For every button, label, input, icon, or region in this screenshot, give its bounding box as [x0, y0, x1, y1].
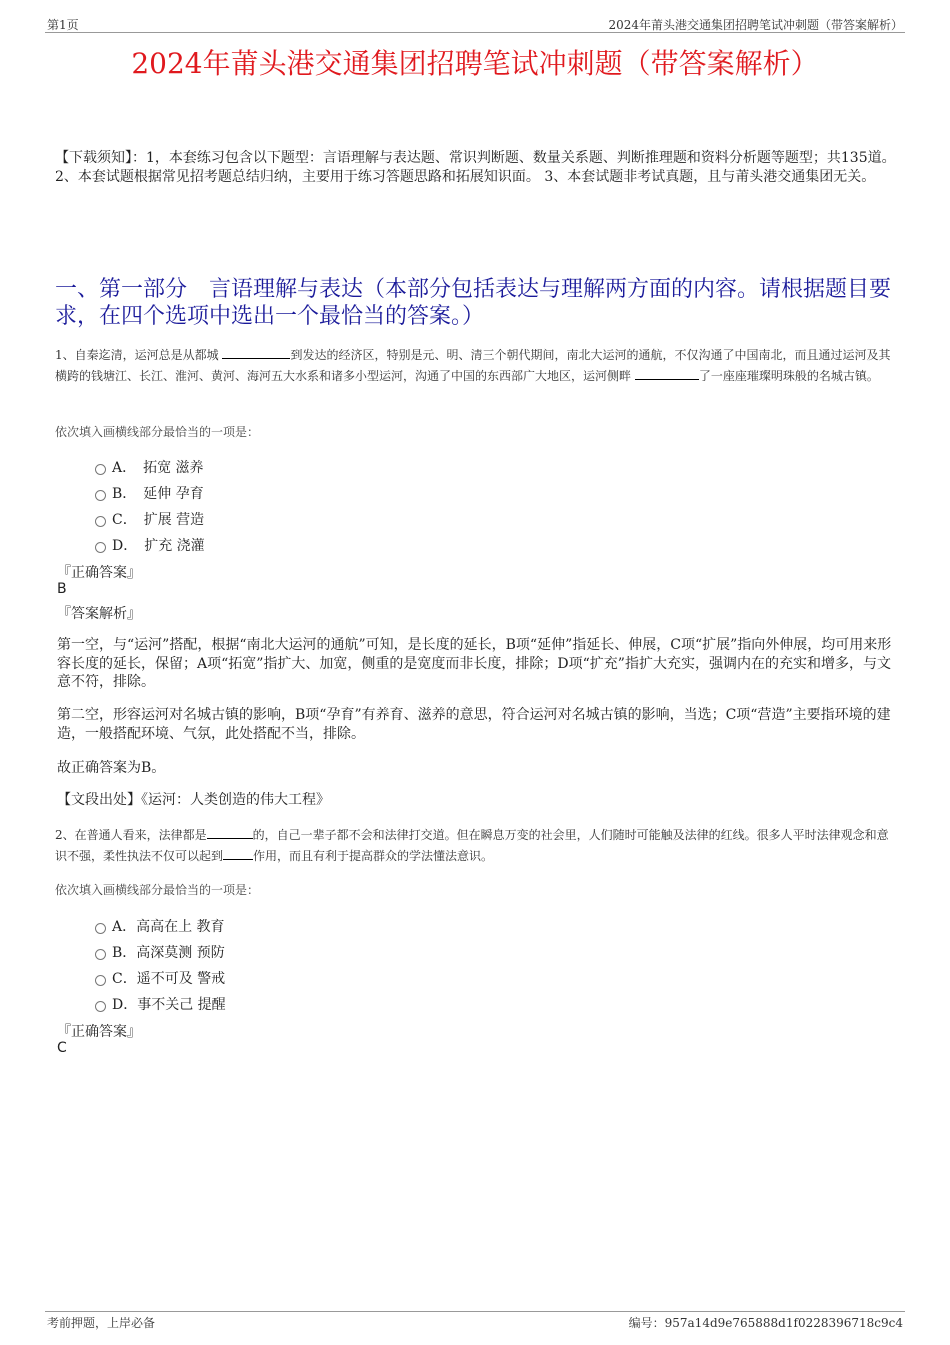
blank [223, 847, 253, 860]
option-label: B．高深莫测 预防 [112, 945, 225, 961]
option-d[interactable] [95, 994, 226, 1014]
option-label: D．事不关己 提醒 [112, 997, 226, 1013]
download-notice: 【下载须知】：1，本套练习包含以下题型：言语理解与表达题、常识判断题、数量关系题、判断推理题和资料分析题等题型；共135道。 2、本套试题根据常见招考题总结归纳，主要用于练习答题思路和拓展知识面。 3、本套试题非考试真题，且与莆头港交通集团无关。 [55, 150, 896, 185]
answer-label: 『正确答案』 [57, 565, 141, 581]
blank [222, 346, 290, 359]
section-heading: 一、第一部分 言语理解与表达（本部分包括表达与理解两方面的内容。请根据题目要求，在四个选项中选出一个最恰当的答案。） [55, 277, 892, 329]
option-d[interactable] [95, 535, 205, 555]
option-a[interactable] [95, 457, 204, 477]
analysis-paragraph: 第一空，与“运河”搭配，根据“南北大运河的通航”可知，是长度的延长，B项“延伸”指延长、伸展，C项“扩展”指向外伸展，均可用来形容长度的延长，保留；A项“拓宽”指扩大、加宽，侧重的是宽度而非长度，排除；D项“扩充”指扩大充实，强调内在的充实和增多，与文意不符，排除。 [57, 637, 892, 690]
radio-icon[interactable] [95, 949, 106, 960]
radio-icon[interactable] [95, 975, 106, 986]
page-number: 第1页 [47, 18, 79, 32]
source-citation: 【文段出处】《运河：人类创造的伟大工程》 [57, 792, 330, 808]
radio-icon[interactable] [95, 490, 106, 501]
question-2-prompt: 依次填入画横线部分最恰当的一项是： [55, 883, 260, 897]
radio-icon[interactable] [95, 542, 106, 553]
footer-slogan: 考前押题，上岸必备 [47, 1316, 156, 1330]
option-b[interactable] [95, 483, 204, 503]
option-label: A． 拓宽 滋养 [112, 460, 204, 476]
radio-icon[interactable] [95, 923, 106, 934]
question-2-text: 2、在普通人看来，法律都是 的，自己一辈子都不会和法律打交道。但在瞬息万变的社会里，人们随时可能触及法律的红线。很多人平时法律观念和意识不强，柔性执法不仅可以起到 作用，而且有利于提高群众的学法懂法意识。 [55, 828, 889, 863]
analysis-label: 『答案解析』 [57, 606, 141, 622]
option-c[interactable] [95, 968, 225, 988]
blank [635, 367, 699, 380]
answer-label: 『正确答案』 [57, 1024, 141, 1040]
radio-icon[interactable] [95, 1001, 106, 1012]
answer-value: C [57, 1040, 67, 1056]
page-title: 2024年莆头港交通集团招聘笔试冲刺题（带答案解析） [131, 47, 819, 80]
option-b[interactable] [95, 942, 225, 962]
radio-icon[interactable] [95, 464, 106, 475]
footer-doc-id: 编号：957a14d9e765888d1f0228396718c9c4 [628, 1316, 903, 1330]
option-label: D． 扩充 浇灌 [112, 538, 205, 554]
analysis-paragraph: 第二空，形容运河对名城古镇的影响，B项“孕育”有养育、滋养的意思，符合运河对名城古镇的影响，当选；C项“营造”主要指环境的建造，一般搭配环境、气氛，此处搭配不当，排除。 [57, 707, 891, 742]
option-label: C．遥不可及 警戒 [112, 971, 226, 987]
option-label: A．高高在上 教育 [112, 919, 225, 935]
option-label: B． 延伸 孕育 [112, 486, 204, 502]
header-doc-title: 2024年莆头港交通集团招聘笔试冲刺题（带答案解析） [608, 18, 903, 32]
footer-divider [45, 1311, 905, 1312]
question-1-prompt: 依次填入画横线部分最恰当的一项是： [55, 425, 260, 439]
analysis-conclusion: 故正确答案为B。 [57, 760, 166, 776]
blank [207, 826, 253, 839]
radio-icon[interactable] [95, 516, 106, 527]
question-1-text: 1、自秦迄清，运河总是从都城 到发达的经济区，特别是元、明、清三个朝代期间，南北大运河的通航，不仅沟通了中国南北，而且通过运河及其横跨的钱塘江、长江、淮河、黄河、海河五大水系和诸多小型运河，沟通了中国的东西部广大地区，运河侧畔 了一座座璀璨明珠般的名城古镇。 [55, 348, 891, 383]
option-a[interactable] [95, 916, 225, 936]
answer-value: B [57, 581, 67, 597]
option-c[interactable] [95, 509, 204, 529]
option-label: C． 扩展 营造 [112, 512, 205, 528]
header-divider [45, 32, 905, 33]
